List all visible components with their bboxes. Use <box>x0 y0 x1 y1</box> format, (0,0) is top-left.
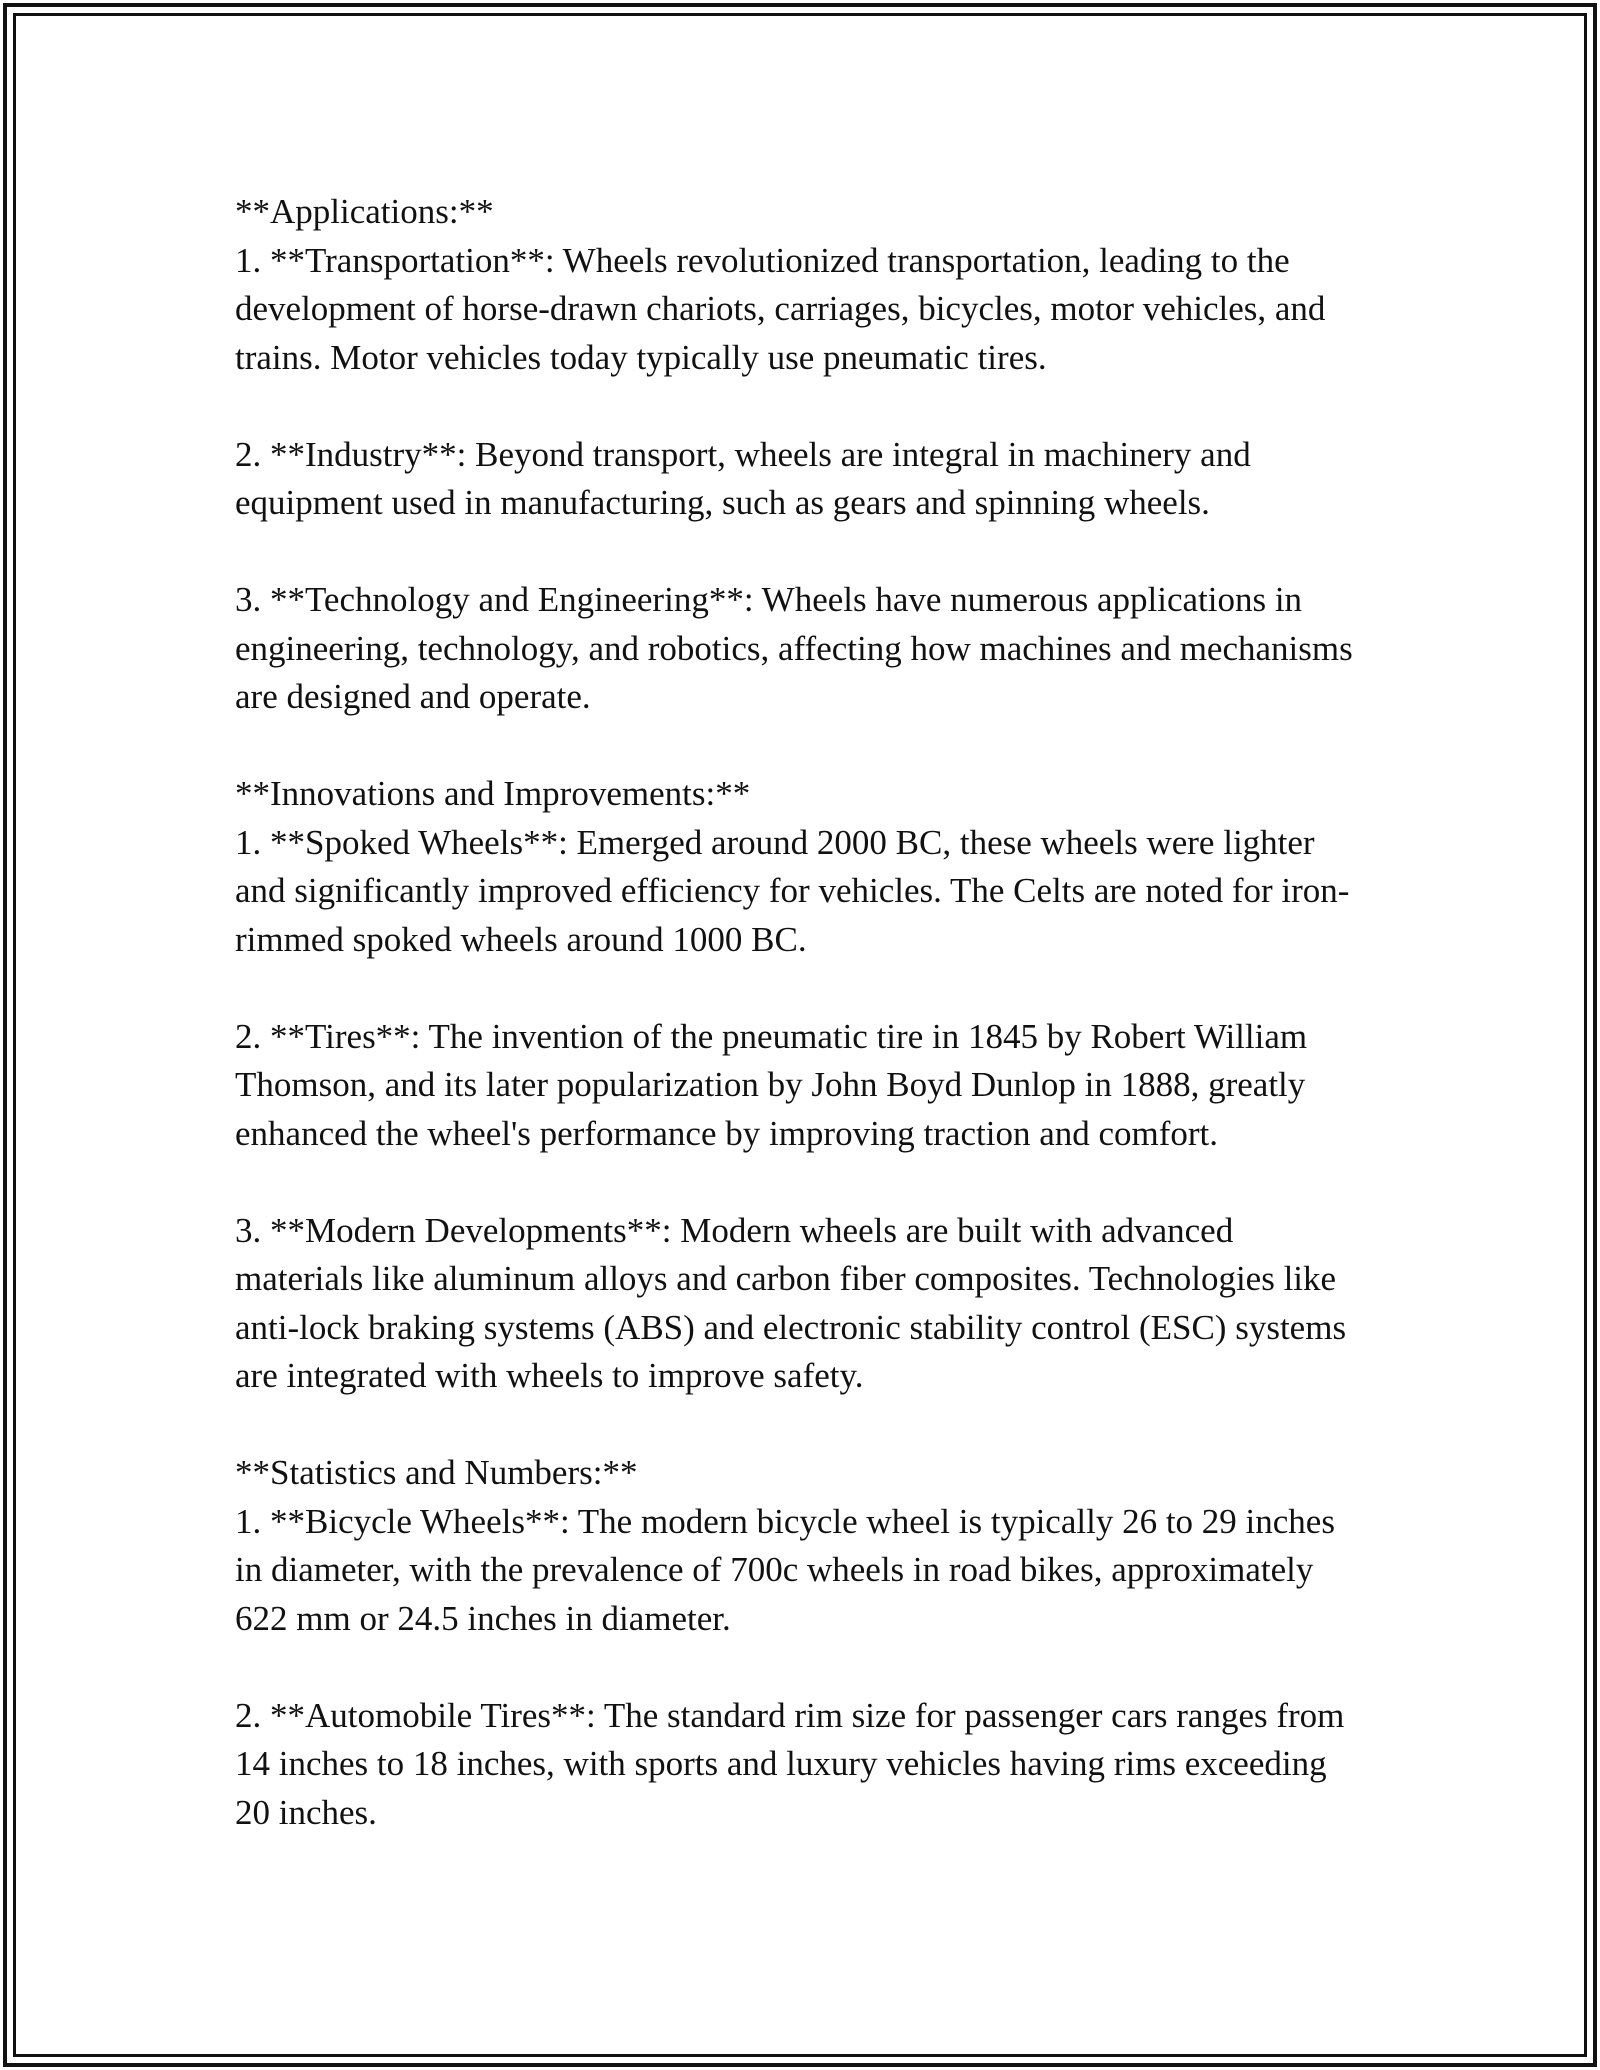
innovations-heading: **Innovations and Improvements:** <box>235 774 751 813</box>
statistics-section-item-1 <box>235 1449 1365 1643</box>
applications-section-item-1 <box>235 188 1365 382</box>
innovations-section-item-1 <box>235 770 1365 964</box>
applications-item-industry: 2. **Industry**: Beyond transport, wheels are integral in machinery and equipment used in manufacturing, such as gears and spinning wheels. <box>235 434 1251 522</box>
statistics-item-bicycle-wheels: 1. **Bicycle Wheels**: The modern bicycle wheel is typically 26 to 29 inches in diameter, with the prevalence of 700c wheels in road bikes, approximately 622 mm or 24.5 inches in diameter. <box>235 1501 1335 1638</box>
applications-item-transportation: 1. **Transportation**: Wheels revolutionized transportation, leading to the development of horse-drawn chariots, carriages, bicycles, motor vehicles, and trains. Motor vehicles today typically use pneumatic tires. <box>235 240 1326 377</box>
innovations-item-modern-developments: 3. **Modern Developments**: Modern wheels are built with advanced materials like aluminum alloys and carbon fiber composites. Technologies like anti-lock braking systems (ABS) and electronic stability control (ESC) systems are integrated with wheels to improve safety. <box>235 1210 1347 1395</box>
innovations-item-tires: 2. **Tires**: The invention of the pneumatic tire in 1845 by Robert William Thomson, and its later popularization by John Boyd Dunlop in 1888, greatly enhanced the wheel's performance by improving traction and comfort. <box>235 1016 1308 1153</box>
innovations-item-spoked-wheels: 1. **Spoked Wheels**: Emerged around 2000 BC, these wheels were lighter and significantly improved efficiency for vehicles. The Celts are noted for iron-rimmed spoked wheels around 1000 BC. <box>235 822 1350 959</box>
applications-heading: **Applications:** <box>235 192 494 231</box>
statistics-item-automobile-tires: 2. **Automobile Tires**: The standard rim size for passenger cars ranges from 14 inches to 18 inches, with sports and luxury vehicles having rims exceeding 20 inches. <box>235 1695 1345 1832</box>
statistics-heading: **Statistics and Numbers:** <box>235 1453 638 1492</box>
document-body <box>235 188 1365 1837</box>
applications-item-technology: 3. **Technology and Engineering**: Wheels have numerous applications in engineering, technology, and robotics, affecting how machines and mechanisms are designed and operate. <box>235 580 1353 716</box>
